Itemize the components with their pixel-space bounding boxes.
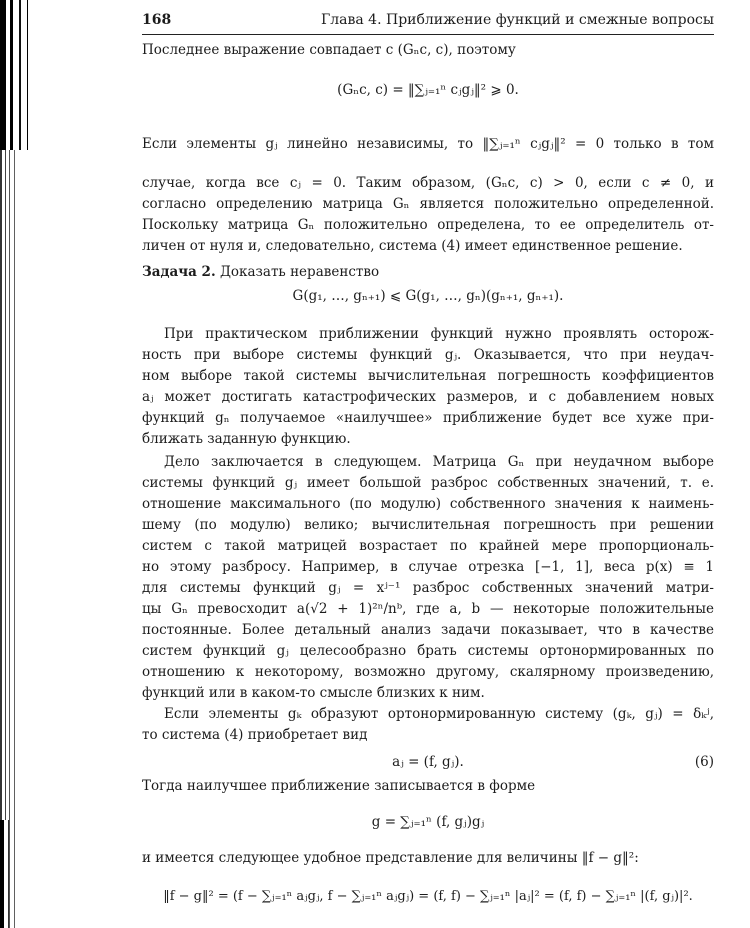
text-line: шему (по модулю) велико; вычислительная погрешность при решении — [142, 517, 714, 533]
scan-binding-shadow — [0, 0, 36, 150]
text-line: Дело заключается в следующем. Матрица Gₙ при неудачном выборе — [164, 454, 714, 470]
page-number: 168 — [142, 12, 172, 28]
text-line: и имеется следующее удобное представление для величины ‖f − g‖²: — [142, 850, 639, 866]
text-line: постоянные. Более детальный анализ задачи показывает, что в качестве — [142, 622, 714, 638]
text-line: ном выборе такой системы вычислительная погрешность коэффициентов — [142, 368, 714, 384]
equation-error-norm: ‖f − g‖² = (f − ∑ⱼ₌₁ⁿ aⱼgⱼ, f − ∑ⱼ₌₁ⁿ aⱼgⱼ) = (f, f) − ∑ⱼ₌₁ⁿ |aⱼ|² = (f, f) − ∑ⱼ₌₁ⁿ |(f, gⱼ)|². — [163, 889, 693, 904]
text-line: согласно определению матрица Gₙ является положительно определенной. — [142, 196, 714, 212]
problem-text: Доказать неравенство — [219, 264, 380, 280]
text-line: системы функций gⱼ имеет большой разброс собственных значений, т. е. — [142, 475, 714, 491]
text-line: отношение максимального (по модулю) собственного значения к наимень- — [142, 496, 714, 512]
text-line: Тогда наилучшее приближение записывается в форме — [142, 778, 536, 794]
text-line: Если элементы gₖ образуют ортонормированную систему (gₖ, gⱼ) = δₖʲ, — [164, 706, 714, 722]
text-line: Поскольку матрица Gₙ положительно определена, то ее определитель от- — [142, 217, 714, 233]
text-line: ность при выборе системы функций gⱼ. Оказывается, что при неудач- — [142, 347, 714, 363]
text-line: систем с такой матрицей возрастает по крайней мере пропорциональ- — [142, 538, 714, 554]
text-line: отношению к некоторому, возможно другому, скалярному произведению, — [142, 664, 714, 680]
text-line: Если элементы gⱼ линейно независимы, то ‖∑ⱼ₌₁ⁿ cⱼgⱼ‖² = 0 только в том — [142, 136, 714, 152]
problem-label: Задача 2. — [142, 264, 216, 280]
text-line: для системы функций gⱼ = xʲ⁻¹ разброс собственных значений матри- — [142, 580, 714, 596]
equation-number: (6) — [694, 754, 714, 770]
text-line: функций gₙ получаемое «наилучшее» приближение будет все хуже при- — [142, 410, 714, 426]
text-line: но этому разбросу. Например, в случае отрезка [−1, 1], веса p(x) ≡ 1 — [142, 559, 714, 575]
equation-coefficients: aⱼ = (f, gⱼ). — [392, 754, 464, 770]
text-line: функций или в каком-то смысле близких к ним. — [142, 685, 485, 701]
scan-binding-shadow-bottom — [0, 820, 18, 928]
equation-best-approximation: g = ∑ⱼ₌₁ⁿ (f, gⱼ)gⱼ — [371, 814, 485, 830]
text-line: случае, когда все cⱼ = 0. Таким образом, (Gₙc, c) > 0, если c ≠ 0, и — [142, 175, 714, 191]
text-line: цы Gₙ превосходит a(√2 + 1)²ⁿ/nᵇ, где a, b — некоторые положительные — [142, 601, 714, 617]
running-title: Глава 4. Приближение функций и смежные вопросы — [320, 12, 714, 28]
text-line: Последнее выражение совпадает c (Gₙc, c), поэтому — [142, 42, 516, 58]
text-line: то система (4) приобретает вид — [142, 727, 368, 743]
text-line: систем функций gⱼ целесообразно брать системы ортонормированных по — [142, 643, 714, 659]
problem-statement — [142, 262, 714, 283]
page-header — [142, 10, 714, 35]
text-line: aⱼ может достигать катастрофических размеров, и с добавлением новых — [142, 389, 714, 405]
text-line: ближать заданную функцию. — [142, 431, 351, 447]
text-line: При практическом приближении функций нужно проявлять осторож- — [164, 326, 714, 342]
text-line: личен от нуля и, следовательно, система (4) имеет единственное решение. — [142, 238, 683, 254]
equation-gram-positive: (Gₙc, c) = ‖∑ⱼ₌₁ⁿ cⱼgⱼ‖² ⩾ 0. — [337, 82, 519, 98]
equation-gram-inequality: G(g₁, …, gₙ₊₁) ⩽ G(g₁, …, gₙ)(gₙ₊₁, gₙ₊₁). — [292, 288, 564, 304]
